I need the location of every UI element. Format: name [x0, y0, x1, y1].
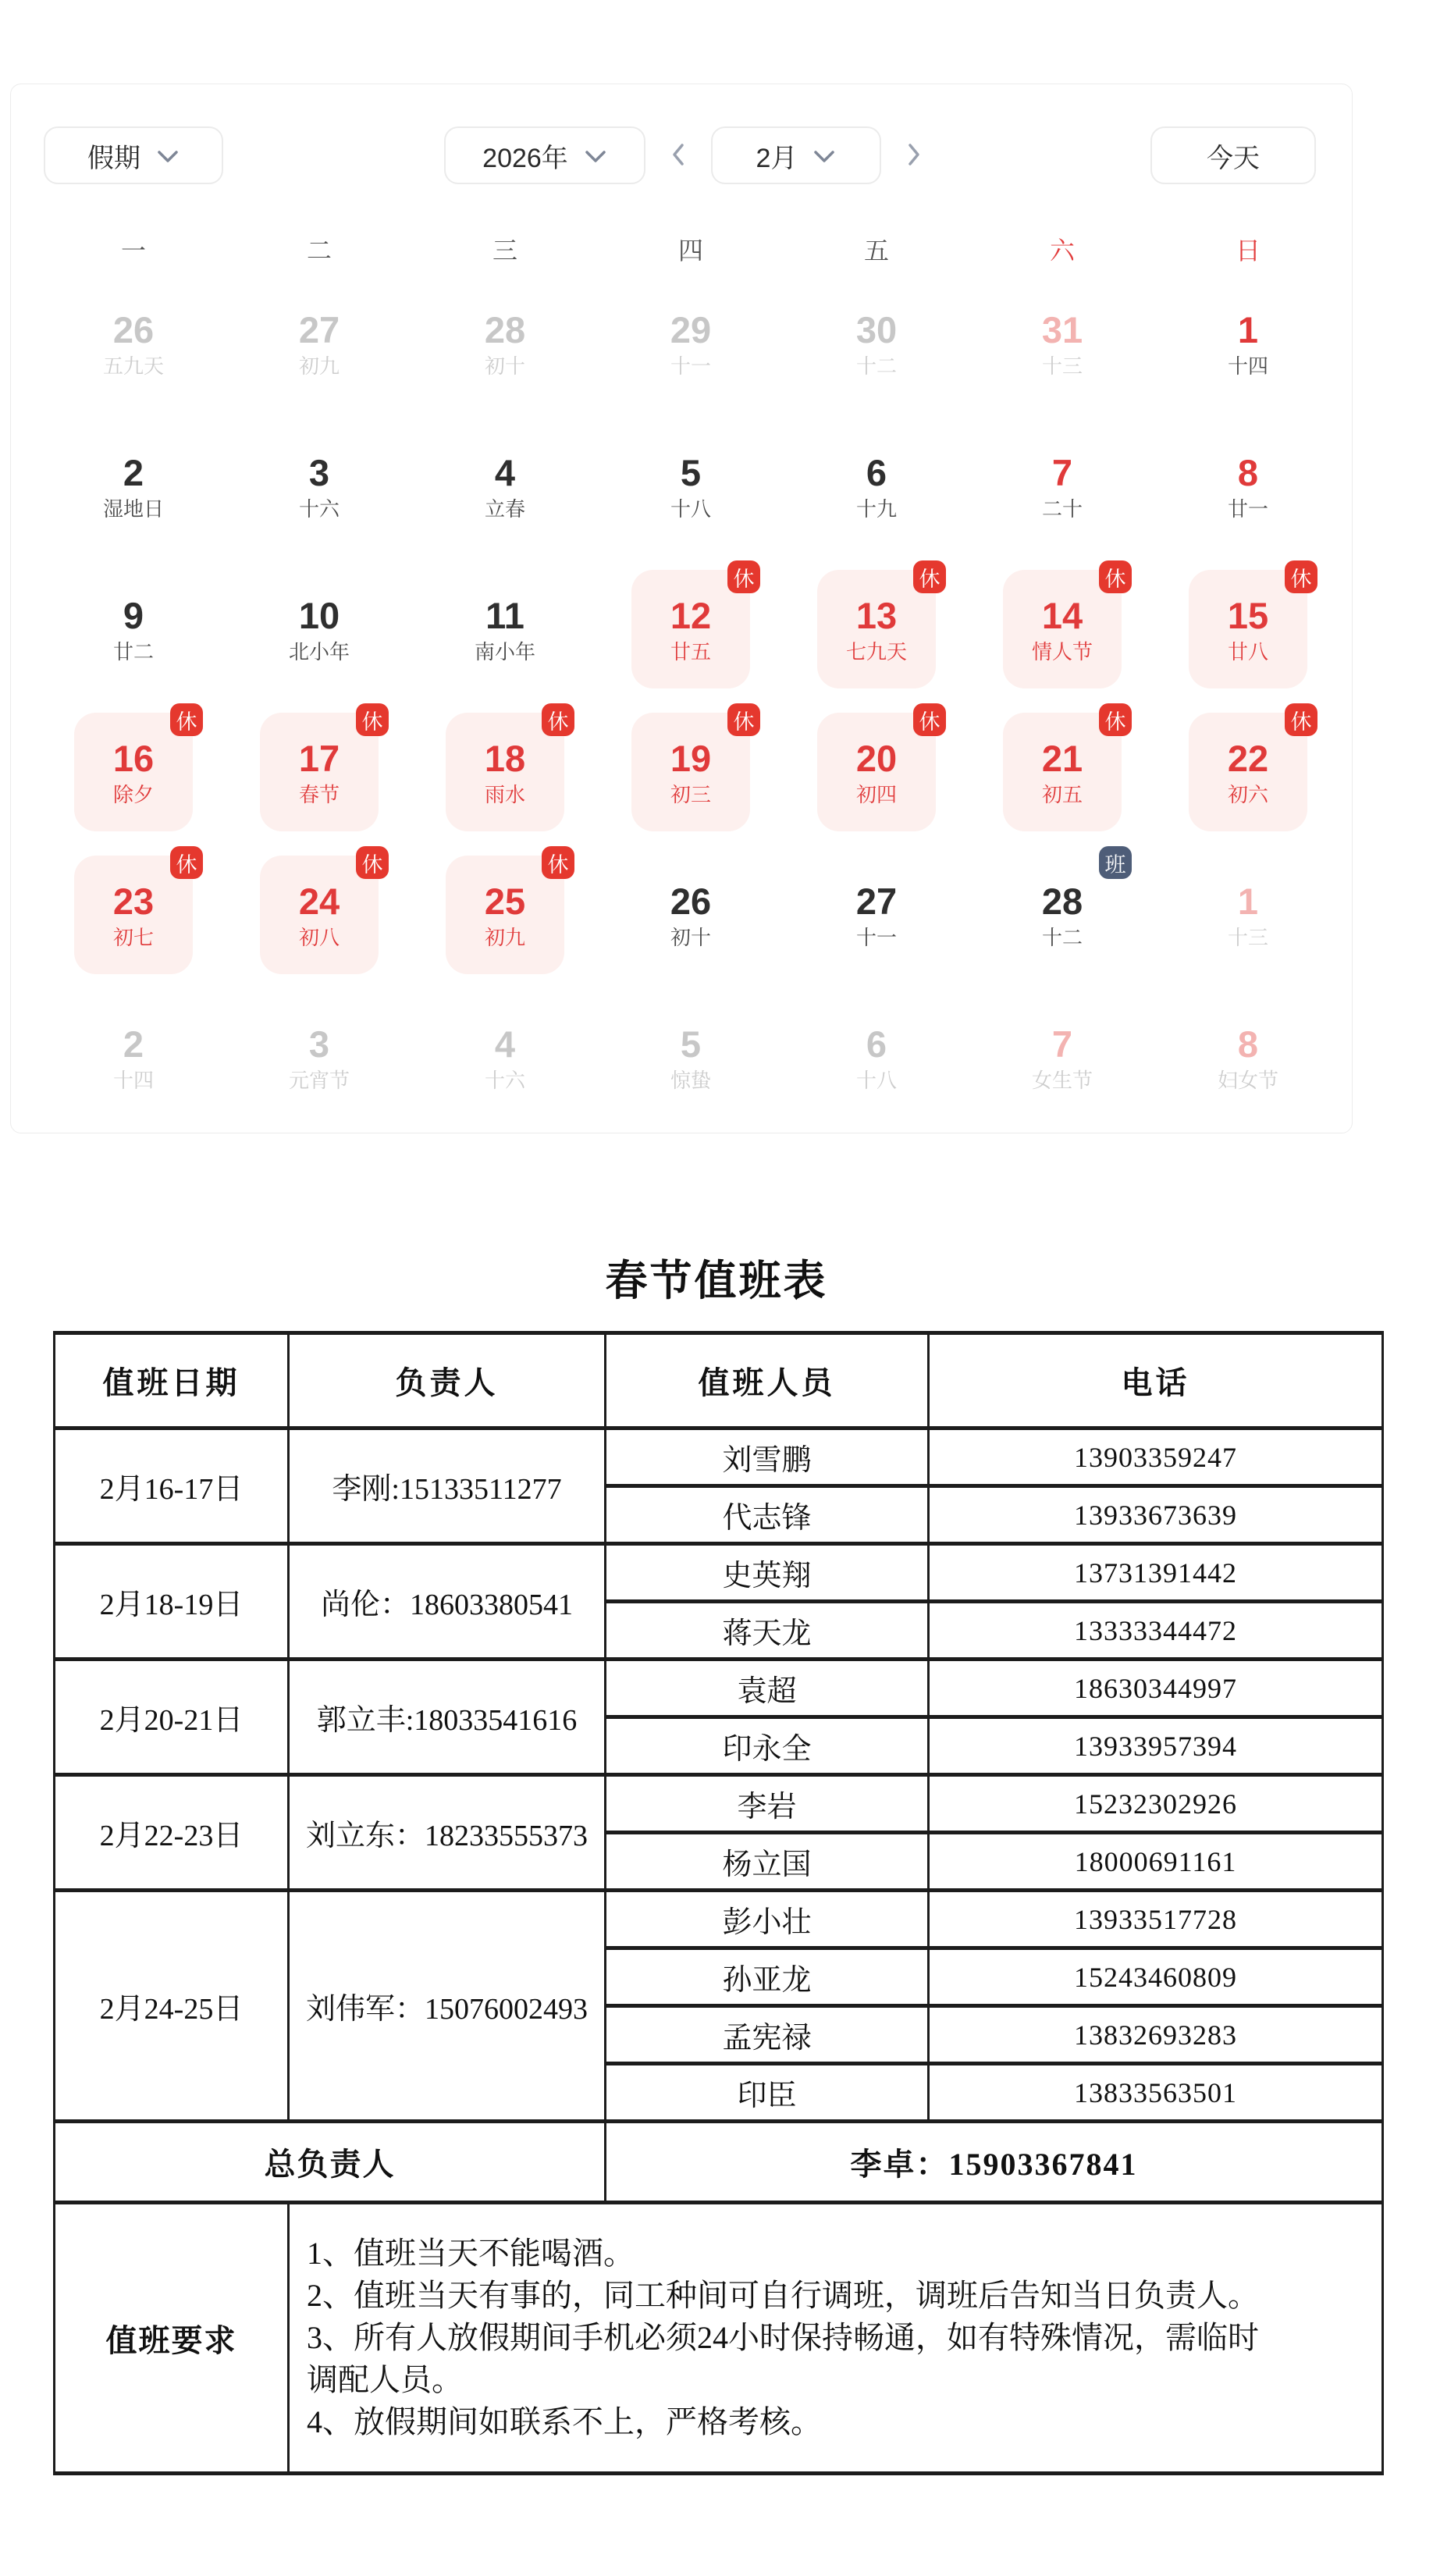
day-cell-31[interactable] — [1003, 284, 1122, 403]
header-duty-date: 值班日期 — [55, 1333, 289, 1429]
staff-name-cell: 刘雪鹏 — [606, 1429, 929, 1486]
weekday-label-4: 五 — [863, 237, 889, 265]
week-row-4 — [41, 710, 1341, 831]
rest-badge-icon: 休 — [913, 560, 946, 593]
day-cell-24[interactable] — [260, 852, 383, 974]
day-cell-16[interactable] — [74, 710, 197, 831]
month-select[interactable] — [711, 126, 881, 184]
rest-badge-icon: 休 — [542, 846, 574, 879]
day-cell-2[interactable] — [74, 427, 193, 546]
rest-badge-icon: 休 — [170, 703, 203, 736]
day-subtext: 南小年 — [474, 639, 535, 664]
day-subtext: 初四 — [855, 782, 897, 806]
day-number: 7 — [1051, 1023, 1073, 1065]
day-cell-6[interactable] — [817, 427, 936, 546]
week-row-2 — [41, 427, 1341, 546]
day-subtext: 元宵节 — [288, 1068, 350, 1092]
staff-name-cell: 李岩 — [606, 1775, 929, 1833]
weekday-label-5: 六 — [1049, 237, 1075, 265]
day-number: 19 — [670, 737, 712, 779]
day-cell-6[interactable] — [817, 998, 936, 1117]
day-number: 22 — [1227, 737, 1269, 779]
day-number: 14 — [1041, 594, 1083, 636]
staff-phone-cell: 18630344997 — [929, 1660, 1383, 1717]
day-number: 15 — [1227, 594, 1269, 636]
staff-name-cell: 袁超 — [606, 1660, 929, 1717]
day-subtext: 初七 — [112, 925, 154, 949]
rest-badge-icon: 休 — [356, 703, 389, 736]
chevron-right-icon — [905, 141, 923, 171]
weekday-header-row — [41, 231, 1341, 267]
day-subtext: 十四 — [112, 1068, 154, 1092]
day-number: 4 — [494, 451, 516, 493]
day-cell-29[interactable] — [631, 284, 750, 403]
day-cell-5[interactable] — [631, 427, 750, 546]
duty-row-group1-member1 — [55, 1429, 1383, 1486]
day-subtext: 二十 — [1041, 496, 1083, 521]
rest-badge-icon: 休 — [170, 846, 203, 879]
day-subtext: 惊蛰 — [670, 1068, 711, 1092]
rest-badge-icon: 休 — [1285, 703, 1317, 736]
day-number: 17 — [298, 737, 340, 779]
duty-requirements-label: 值班要求 — [55, 2203, 289, 2474]
weekday-label-3: 四 — [677, 237, 703, 265]
day-cell-5[interactable] — [631, 998, 750, 1117]
duty-date-cell: 2月24-25日 — [55, 1891, 289, 2122]
day-cell-26[interactable] — [631, 856, 750, 974]
day-cell-13[interactable] — [817, 567, 941, 688]
day-cell-7[interactable] — [1003, 427, 1122, 546]
day-cell-26[interactable] — [74, 284, 193, 403]
day-subtext: 情人节 — [1031, 639, 1093, 664]
day-cell-25[interactable] — [446, 852, 569, 974]
overall-leader-value: 李卓：15903367841 — [606, 2122, 1383, 2203]
requirement-line-4: 调配人员。 — [307, 2362, 463, 2397]
staff-phone-cell: 18000691161 — [929, 1833, 1383, 1891]
day-cell-15[interactable] — [1189, 567, 1312, 688]
day-subtext: 十八 — [855, 1068, 897, 1092]
duty-roster-table — [53, 1331, 1384, 2475]
rest-badge-icon: 休 — [727, 703, 760, 736]
day-number: 27 — [855, 880, 898, 922]
day-subtext: 十六 — [484, 1068, 525, 1092]
day-number: 18 — [484, 737, 526, 779]
day-number: 5 — [680, 451, 702, 493]
day-cell-4[interactable] — [446, 427, 564, 546]
day-subtext: 十八 — [670, 496, 711, 521]
day-subtext: 初三 — [670, 782, 711, 806]
week-row-6 — [41, 998, 1341, 1117]
day-subtext: 除夕 — [112, 782, 154, 806]
staff-phone-cell: 15243460809 — [929, 1948, 1383, 2006]
today-button-label: 今天 — [1207, 143, 1260, 173]
day-number: 9 — [123, 594, 144, 636]
rest-badge-icon: 休 — [542, 703, 574, 736]
staff-phone-cell: 13731391442 — [929, 1544, 1383, 1602]
duty-date-cell: 2月20-21日 — [55, 1660, 289, 1775]
day-number: 5 — [680, 1023, 702, 1065]
day-subtext: 廿八 — [1227, 639, 1268, 664]
calendar-grid — [41, 284, 1341, 1141]
day-number: 1 — [1237, 308, 1259, 350]
requirement-line-1: 1、值班当天不能喝酒。 — [307, 2236, 635, 2271]
day-cell-3[interactable] — [260, 998, 379, 1117]
staff-phone-cell: 13833563501 — [929, 2064, 1383, 2122]
day-cell-17[interactable] — [260, 710, 383, 831]
chevron-down-icon — [156, 141, 180, 171]
today-button[interactable] — [1150, 126, 1316, 184]
day-subtext: 廿一 — [1227, 496, 1268, 521]
weekday-label-1: 二 — [306, 237, 332, 265]
day-number: 3 — [308, 451, 330, 493]
day-subtext: 初十 — [484, 354, 525, 378]
month-select-label: 2月 — [756, 143, 798, 173]
duty-row-group5-member1 — [55, 1891, 1383, 1948]
day-subtext: 十二 — [1041, 925, 1083, 949]
overall-leader-row — [55, 2122, 1383, 2203]
weekday-label-2: 三 — [492, 237, 517, 265]
staff-name-cell: 史英翔 — [606, 1544, 929, 1602]
day-number: 28 — [1041, 880, 1083, 922]
staff-phone-cell: 13933673639 — [929, 1486, 1383, 1544]
day-number: 12 — [670, 594, 712, 636]
duty-date-cell: 2月22-23日 — [55, 1775, 289, 1891]
year-select-label: 2026年 — [482, 143, 568, 173]
day-cell-1[interactable] — [1189, 284, 1307, 403]
day-number: 4 — [494, 1023, 516, 1065]
day-subtext: 十一 — [670, 354, 711, 378]
day-number: 6 — [866, 1023, 887, 1065]
weekday-label-6: 日 — [1235, 237, 1261, 265]
day-subtext: 北小年 — [288, 639, 350, 664]
day-number: 11 — [485, 594, 524, 636]
day-number: 10 — [298, 594, 340, 636]
day-cell-27[interactable] — [817, 856, 936, 974]
header-leader: 负责人 — [289, 1333, 606, 1429]
week-row-3 — [41, 567, 1341, 688]
day-subtext: 初十 — [670, 925, 711, 949]
day-cell-12[interactable] — [631, 567, 755, 688]
duty-row-group2-member1 — [55, 1544, 1383, 1602]
day-number: 30 — [855, 308, 898, 350]
prev-month-button[interactable] — [663, 126, 694, 184]
day-subtext: 女生节 — [1031, 1068, 1093, 1092]
staff-phone-cell: 13333344472 — [929, 1602, 1383, 1660]
day-subtext: 七九天 — [845, 639, 907, 664]
staff-phone-cell: 13832693283 — [929, 2006, 1383, 2064]
roster-title: 春节值班表 — [605, 1258, 828, 1304]
day-cell-22[interactable] — [1189, 710, 1312, 831]
rest-badge-icon: 休 — [1099, 560, 1132, 593]
next-month-button[interactable] — [898, 126, 930, 184]
rest-badge-icon: 休 — [727, 560, 760, 593]
day-subtext: 十三 — [1041, 354, 1083, 378]
duty-date-cell: 2月16-17日 — [55, 1429, 289, 1544]
staff-phone-cell: 13933957394 — [929, 1717, 1383, 1775]
day-number: 24 — [298, 880, 340, 922]
day-number: 31 — [1041, 308, 1083, 350]
day-cell-30[interactable] — [817, 284, 936, 403]
day-cell-27[interactable] — [260, 284, 379, 403]
day-subtext: 廿二 — [112, 639, 154, 664]
day-cell-8[interactable] — [1189, 998, 1307, 1117]
day-cell-9[interactable] — [74, 570, 193, 688]
overall-leader-label: 总负责人 — [55, 2122, 606, 2203]
chevron-down-icon — [813, 141, 836, 171]
day-subtext: 初六 — [1227, 782, 1268, 806]
day-cell-23[interactable] — [74, 852, 197, 974]
staff-phone-cell: 13933517728 — [929, 1891, 1383, 1948]
day-number: 25 — [484, 880, 526, 922]
day-subtext: 十三 — [1227, 925, 1268, 949]
day-subtext: 五九天 — [102, 354, 164, 378]
table-header-row — [55, 1333, 1383, 1429]
staff-phone-cell: 13903359247 — [929, 1429, 1383, 1486]
staff-name-cell: 杨立国 — [606, 1833, 929, 1891]
day-subtext: 立春 — [484, 496, 525, 521]
day-number: 7 — [1051, 451, 1073, 493]
header-duty-staff: 值班人员 — [606, 1333, 929, 1429]
day-cell-28[interactable] — [1003, 852, 1126, 974]
holiday-filter-select[interactable] — [44, 126, 223, 184]
day-number: 20 — [855, 737, 898, 779]
day-subtext: 妇女节 — [1217, 1068, 1278, 1092]
day-cell-18[interactable] — [446, 710, 569, 831]
duty-requirements-text — [289, 2203, 1383, 2474]
staff-name-cell: 蒋天龙 — [606, 1602, 929, 1660]
day-cell-1[interactable] — [1189, 856, 1307, 974]
day-cell-20[interactable] — [817, 710, 941, 831]
calendar-controls — [44, 126, 1316, 184]
header-phone: 电话 — [929, 1333, 1383, 1429]
leader-cell: 刘立东：18233555373 — [289, 1775, 606, 1891]
leader-cell: 郭立丰:18033541616 — [289, 1660, 606, 1775]
requirement-line-5: 4、放假期间如联系不上，严格考核。 — [307, 2404, 822, 2439]
day-number: 8 — [1237, 1023, 1259, 1065]
holiday-filter-label: 假期 — [87, 143, 140, 173]
chevron-left-icon — [670, 141, 687, 171]
day-subtext: 湿地日 — [102, 496, 164, 521]
duty-row-group4-member1 — [55, 1775, 1383, 1833]
rest-badge-icon: 休 — [356, 846, 389, 879]
staff-phone-cell: 15232302926 — [929, 1775, 1383, 1833]
week-row-1 — [41, 284, 1341, 403]
day-cell-19[interactable] — [631, 710, 755, 831]
staff-name-cell: 印臣 — [606, 2064, 929, 2122]
rest-badge-icon: 休 — [913, 703, 946, 736]
day-subtext: 春节 — [298, 782, 340, 806]
day-subtext: 十一 — [855, 925, 897, 949]
staff-name-cell: 孙亚龙 — [606, 1948, 929, 2006]
staff-name-cell: 孟宪禄 — [606, 2006, 929, 2064]
date-navigation — [444, 126, 930, 184]
day-subtext: 初九 — [298, 354, 340, 378]
day-number: 16 — [112, 737, 155, 779]
day-subtext: 十九 — [855, 496, 897, 521]
duty-row-group3-member1 — [55, 1660, 1383, 1717]
rest-badge-icon: 休 — [1099, 703, 1132, 736]
day-cell-2[interactable] — [74, 998, 193, 1117]
day-cell-14[interactable] — [1003, 567, 1126, 688]
day-cell-4[interactable] — [446, 998, 564, 1117]
work-badge-icon: 班 — [1099, 846, 1132, 879]
day-number: 2 — [123, 451, 144, 493]
day-number: 26 — [670, 880, 712, 922]
day-cell-21[interactable] — [1003, 710, 1126, 831]
day-number: 13 — [855, 594, 898, 636]
day-cell-11[interactable] — [446, 570, 564, 688]
duty-date-cell: 2月18-19日 — [55, 1544, 289, 1660]
day-cell-7[interactable] — [1003, 998, 1122, 1117]
day-number: 8 — [1237, 451, 1259, 493]
day-subtext: 廿五 — [670, 639, 711, 664]
day-number: 3 — [308, 1023, 330, 1065]
day-number: 28 — [484, 308, 526, 350]
day-number: 27 — [298, 308, 340, 350]
day-cell-8[interactable] — [1189, 427, 1307, 546]
week-row-5 — [41, 852, 1341, 974]
day-number: 23 — [112, 880, 155, 922]
day-number: 1 — [1237, 880, 1259, 922]
day-number: 6 — [866, 451, 887, 493]
leader-cell: 尚伦：18603380541 — [289, 1544, 606, 1660]
year-select[interactable] — [444, 126, 645, 184]
day-subtext: 十二 — [855, 354, 897, 378]
requirement-line-3: 3、所有人放假期间手机必须24小时保持畅通，如有特殊情况，需临时 — [307, 2320, 1259, 2355]
staff-name-cell: 印永全 — [606, 1717, 929, 1775]
day-cell-28[interactable] — [446, 284, 564, 403]
rest-badge-icon: 休 — [1285, 560, 1317, 593]
day-subtext: 初五 — [1041, 782, 1083, 806]
staff-name-cell: 彭小壮 — [606, 1891, 929, 1948]
day-number: 21 — [1041, 737, 1083, 779]
calendar-card — [10, 84, 1353, 1133]
day-cell-10[interactable] — [260, 570, 379, 688]
day-subtext: 初八 — [298, 925, 340, 949]
leader-cell: 刘伟军：15076002493 — [289, 1891, 606, 2122]
requirement-line-2: 2、值班当天有事的，同工种间可自行调班，调班后告知当日负责人。 — [307, 2278, 1259, 2313]
day-subtext: 初九 — [484, 925, 525, 949]
day-subtext: 十四 — [1227, 354, 1268, 378]
staff-name-cell: 代志锋 — [606, 1486, 929, 1544]
day-number: 29 — [670, 308, 712, 350]
day-cell-3[interactable] — [260, 427, 379, 546]
chevron-down-icon — [584, 141, 607, 171]
day-subtext: 十六 — [298, 496, 340, 521]
leader-cell: 李刚:15133511277 — [289, 1429, 606, 1544]
day-subtext: 雨水 — [484, 782, 525, 806]
day-number: 26 — [112, 308, 155, 350]
day-number: 2 — [123, 1023, 144, 1065]
weekday-label-0: 一 — [120, 237, 146, 265]
duty-requirements-row — [55, 2203, 1383, 2474]
